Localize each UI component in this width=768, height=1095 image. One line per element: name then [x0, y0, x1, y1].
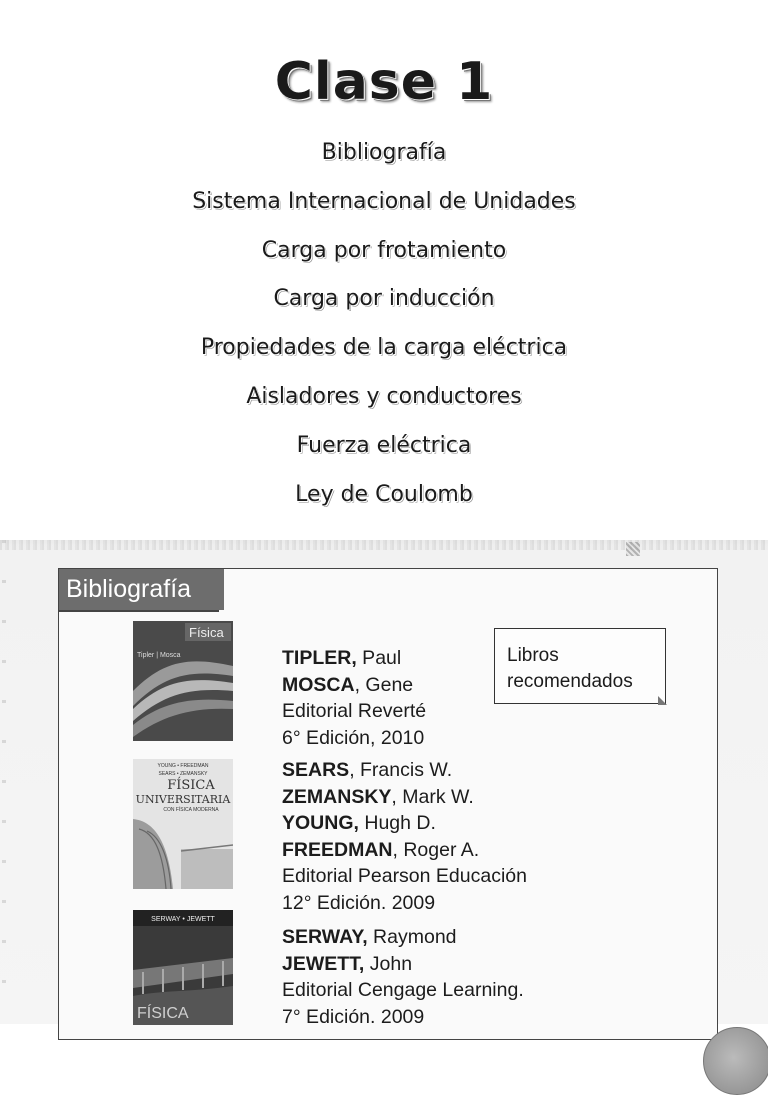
cover-title-serway: FÍSICA [137, 1005, 189, 1022]
cover-title2-sears: UNIVERSITARIA [135, 793, 231, 806]
book-cover-serway [133, 910, 233, 1025]
bibliography-slide [58, 568, 718, 1040]
topic-item: Aisladores y conductores [246, 383, 522, 409]
author-surname: JEWETT, [282, 952, 365, 975]
logo-seal-icon [703, 1027, 768, 1095]
topic-item: Fuerza eléctrica [296, 432, 472, 458]
author-line [282, 645, 582, 672]
author-name: , Mark W. [391, 785, 474, 808]
author-name: Hugh D. [358, 812, 436, 834]
author-line [282, 672, 582, 699]
topic-list [0, 138, 768, 528]
cover-title3-sears: CON FÍSICA MODERNA [163, 807, 219, 813]
cover-art-serway [133, 910, 233, 1025]
note-line-1: Libros [507, 645, 559, 666]
slide-title: Clase 1 [274, 52, 494, 112]
edition: 12° Edición. 2009 [282, 891, 436, 914]
publisher: Editorial Reverté [282, 700, 427, 722]
publisher: Editorial Pearson Educación [282, 865, 527, 887]
author-line [282, 784, 582, 811]
author-surname: SERWAY, [282, 926, 368, 948]
edition: 6° Edición, 2010 [282, 726, 425, 749]
publisher: Editorial Cengage Learning. [282, 979, 524, 1001]
author-line [282, 757, 582, 784]
author-name: , Roger A. [392, 838, 480, 861]
cover-title1-sears: FÍSICA [167, 778, 215, 793]
book-info-tipler [282, 645, 582, 751]
title-slide [0, 0, 768, 540]
book-info-sears [282, 757, 582, 916]
author-line [282, 924, 582, 951]
note-line-2: recomendados [507, 671, 633, 692]
author-name: , Gene [354, 673, 414, 696]
author-line [282, 810, 582, 837]
note-fold-corner [658, 696, 667, 705]
cover-sub-sears: SEARS • ZEMANSKY [158, 771, 208, 777]
author-surname: MOSCA [282, 673, 355, 696]
bibliography-heading: Bibliografía [59, 569, 224, 610]
book-cover-sears [133, 759, 233, 889]
topic-item: Carga por frotamiento [261, 237, 507, 263]
cover-top-sears: YOUNG • FREEDMAN [157, 763, 209, 769]
cover-top-serway: SERWAY • JEWETT [151, 916, 215, 923]
scan-speck [626, 542, 640, 556]
topic-item: Propiedades de la carga eléctrica [200, 335, 568, 361]
topic-item: Ley de Coulomb [295, 481, 473, 507]
scan-edge-noise [0, 540, 768, 550]
cover-art-tipler [133, 621, 233, 741]
cover-art-sears [133, 759, 233, 889]
book-cover-tipler [133, 621, 233, 741]
edition: 7° Edición. 2009 [282, 1005, 425, 1028]
topic-item: Sistema Internacional de Unidades [192, 188, 576, 214]
author-surname: YOUNG, [282, 812, 359, 834]
cover-title-tipler: Física [189, 625, 224, 640]
cover-authors-tipler: Tipler | Mosca [137, 652, 181, 659]
author-name: , Francis W. [349, 759, 453, 781]
scan-side-marks [2, 540, 6, 1020]
book-info-serway [282, 924, 582, 1030]
author-name: John [364, 952, 413, 975]
bibliography-scan [0, 540, 768, 1028]
author-surname: ZEMANSKY [282, 785, 392, 808]
author-surname: SEARS [282, 759, 350, 781]
author-name: Paul [356, 647, 402, 669]
author-surname: FREEDMAN [282, 838, 393, 861]
author-surname: TIPLER, [282, 647, 357, 669]
topic-item: Bibliografía [321, 140, 447, 165]
heading-underline [59, 610, 219, 612]
author-line [282, 951, 582, 978]
topic-item: Carga por inducción [273, 286, 495, 312]
author-line [282, 837, 582, 864]
author-name: Raymond [367, 926, 457, 948]
